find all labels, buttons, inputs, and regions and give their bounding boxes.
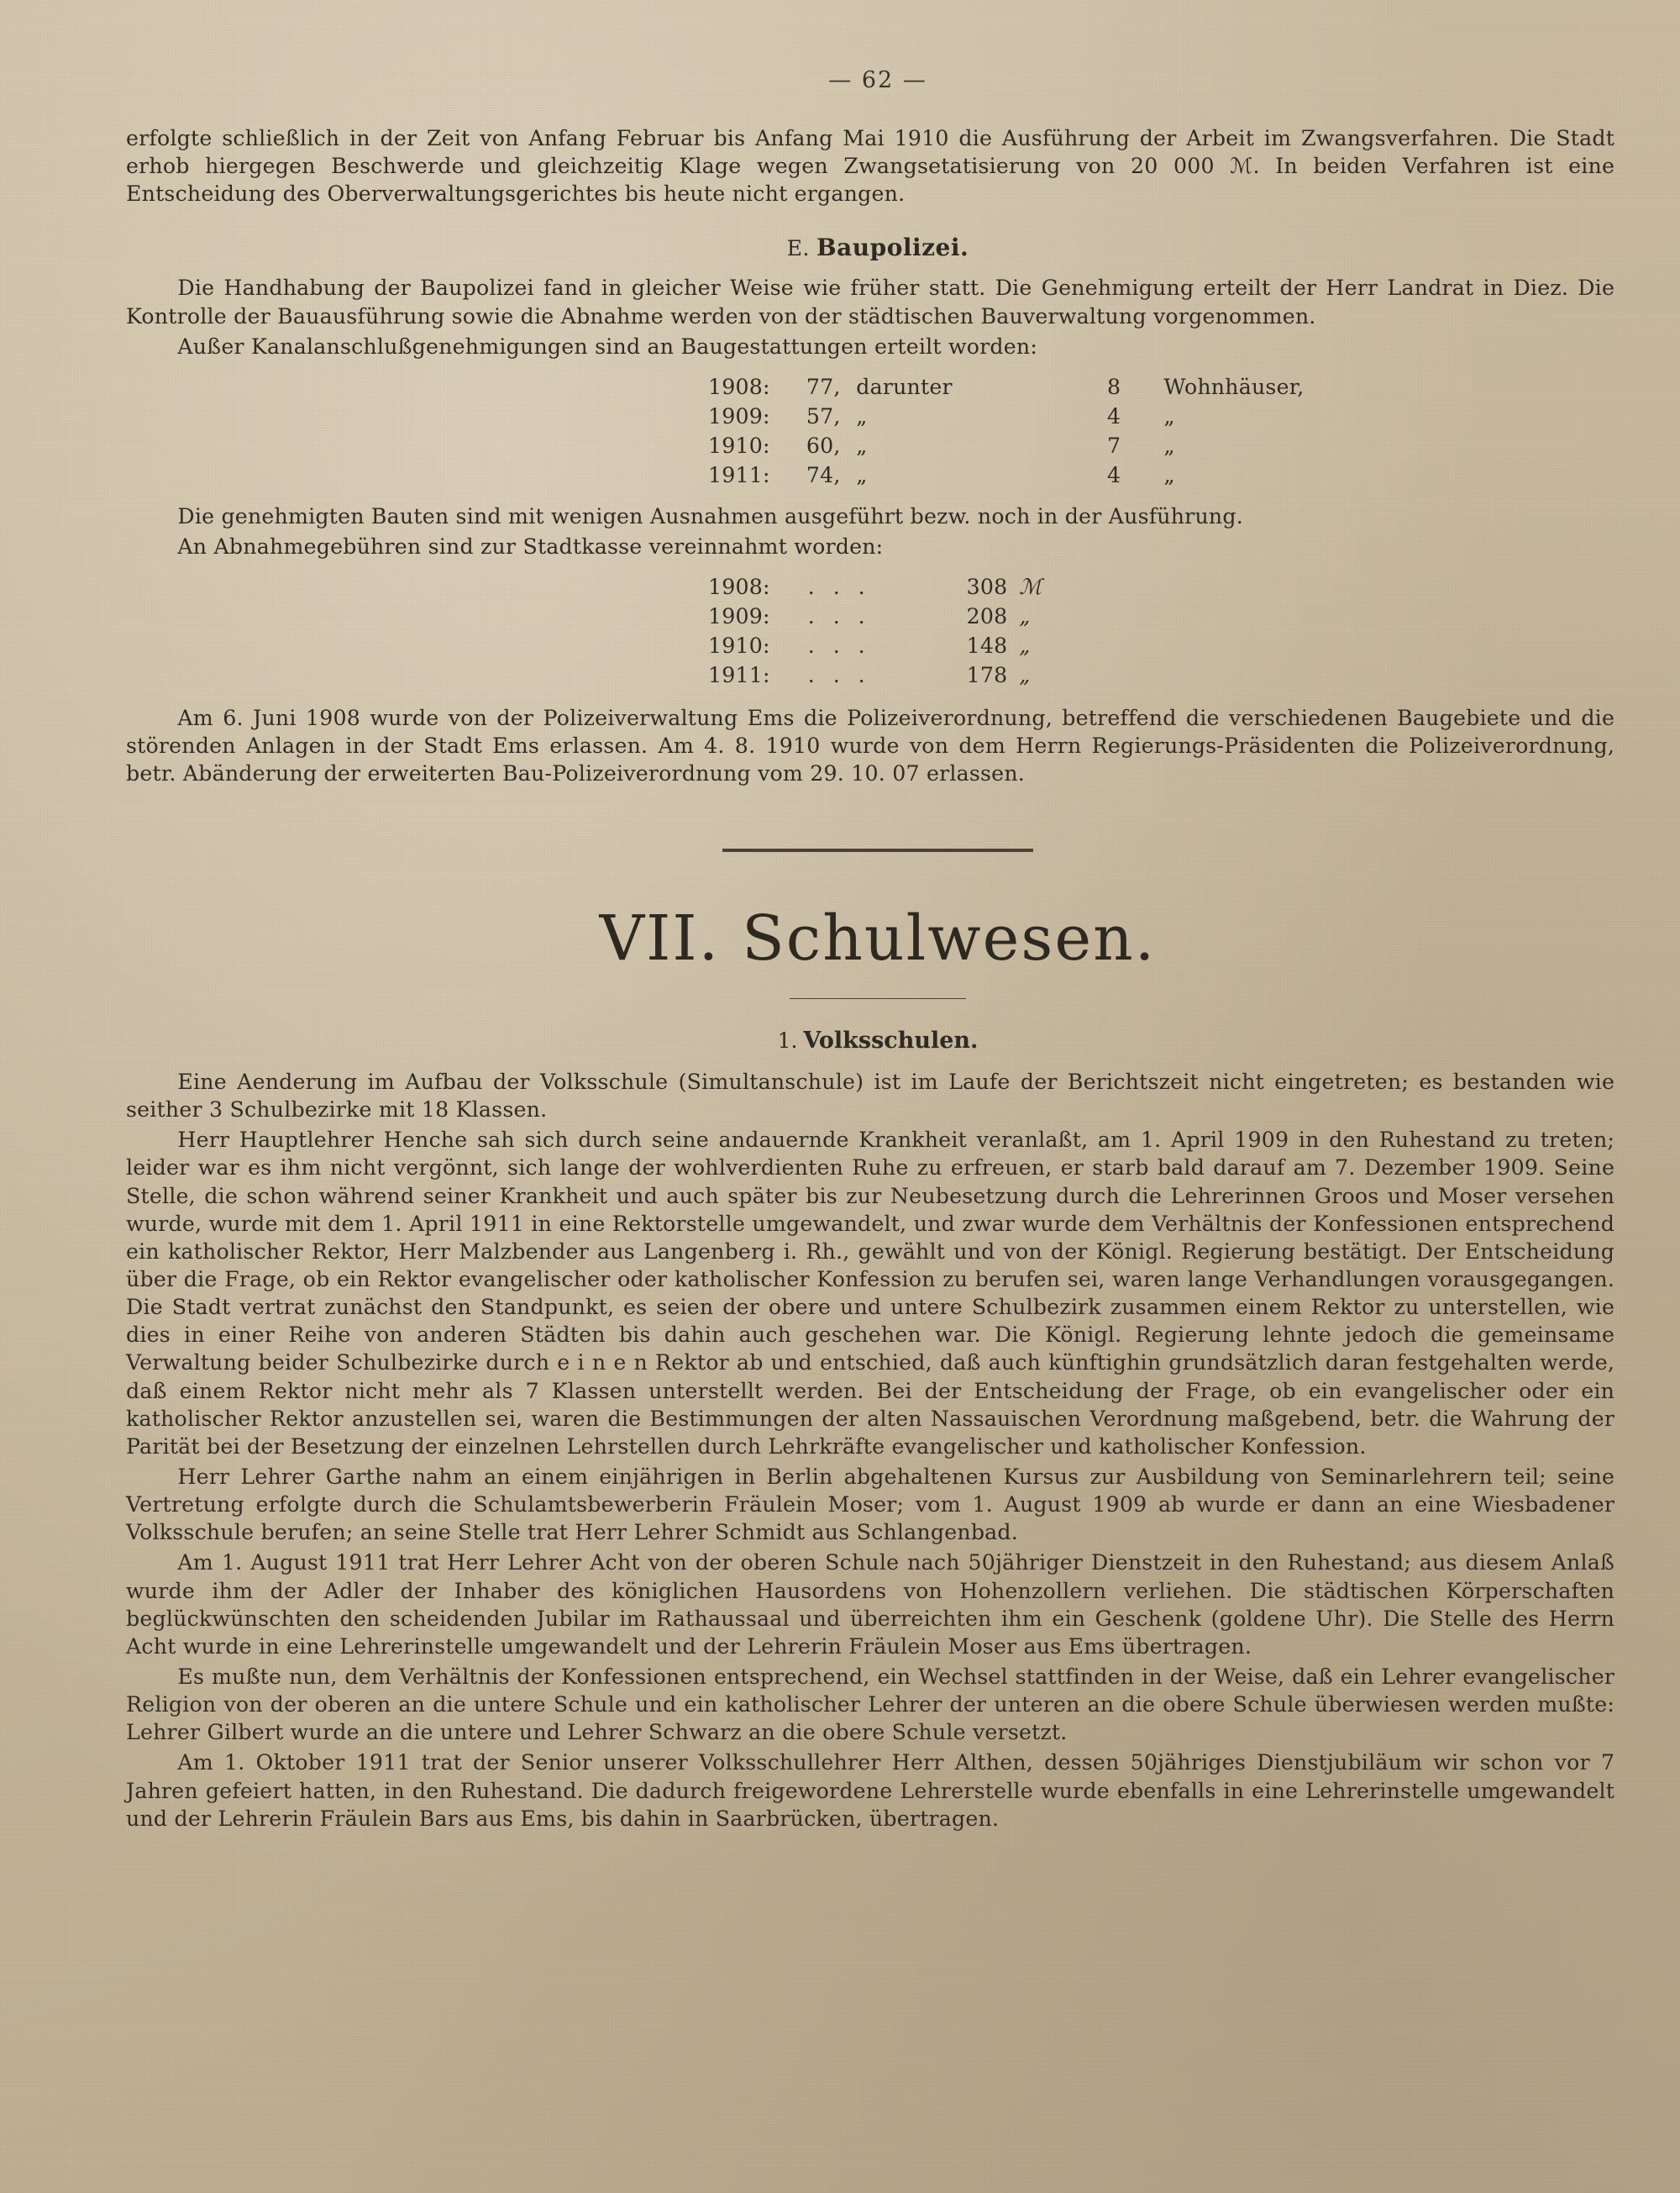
- section-e-paragraph-2: Außer Kanalanschlußgenehmigungen sind an Baugestattungen erteilt worden:: [177, 334, 1038, 360]
- permit-year: 1911:: [708, 463, 770, 489]
- subsection-title: Volksschulen.: [803, 1028, 979, 1054]
- chapter-underline-rule: [790, 998, 966, 999]
- section-e-paragraph-1: Die Handhabung der Baupolizei fand in gleicher Weise wie früher statt. Die Genehmigung erteilt der Herr Landrat in Diez. Die Kontrolle der Bauausführung sowie die Abnahme werden von der städtischen Bauverwaltung vorgenommen.: [126, 276, 1615, 329]
- fee-amount: 308: [966, 574, 1008, 600]
- permit-unit: Wohnhäuser,: [1163, 374, 1305, 400]
- permit-year: 1908:: [708, 374, 770, 400]
- fee-year: 1909:: [708, 604, 770, 630]
- permit-number: 4: [1106, 463, 1121, 489]
- permit-note: darunter: [856, 374, 953, 400]
- page-number: — 62 —: [828, 67, 927, 93]
- list-item: [126, 402, 1614, 432]
- body-paragraph-6: Am 1. Oktober 1911 trat der Senior unserer Volksschullehrer Herr Althen, dessen 50jähriges Dienstjubiläum wir schon vor 7 Jahren gefeiert hatten, in den Ruhestand. Die dadurch freigewordene Lehrerstelle wurde ebenfalls in eine Lehrerinstelle umgewandelt und der Lehrerin Fräulein Bars aus Ems, bis dahin in Saarbrücken, übertragen.: [126, 1750, 1615, 1832]
- permit-year: 1910:: [708, 434, 770, 460]
- chapter-heading: [126, 902, 1630, 975]
- fee-unit: „: [1019, 604, 1031, 630]
- subsection-number: 1.: [777, 1028, 798, 1054]
- page-content: [126, 67, 1630, 1836]
- list-item: [126, 461, 1614, 491]
- fee-dots: . . .: [807, 634, 871, 660]
- chapter-title: Schulwesen.: [742, 902, 1157, 976]
- acceptance-fees-list: [126, 573, 1614, 692]
- section-title: Baupolizei.: [816, 234, 969, 262]
- subsection-heading-volksschulen: [126, 1028, 1630, 1054]
- permit-number: 4: [1106, 404, 1121, 430]
- permit-number: 8: [1106, 374, 1121, 400]
- body-paragraph-1: Eine Aenderung im Aufbau der Volksschule (Simultanschule) ist im Laufe der Berichtszeit nicht eingetreten; es bestanden wie seither 3 Schulbezirke mit 18 Klassen.: [126, 1070, 1615, 1123]
- permit-year: 1909:: [708, 404, 770, 430]
- body-paragraph-3: Herr Lehrer Garthe nahm an einem einjährigen in Berlin abgehaltenen Kursus zur Ausbildung von Seminarlehrern teil; seine Vertretung erfolgte durch die Schulamtsbewerberin Fräulein Moser; vom 1. August 1909 ab wurde er dann an eine Wiesbadener Volksschule berufen; an seine Stelle trat Herr Lehrer Schmidt aus Schlangenbad.: [126, 1465, 1615, 1546]
- fee-unit: „: [1019, 663, 1031, 689]
- permit-unit: „: [1163, 434, 1175, 460]
- fee-dots: . . .: [807, 663, 871, 689]
- fee-year: 1911:: [708, 663, 770, 689]
- list-item: [126, 602, 1614, 632]
- permit-count: 57,: [806, 404, 841, 430]
- fee-unit: „: [1019, 634, 1031, 660]
- fee-amount: 148: [966, 634, 1008, 660]
- list-item: [126, 432, 1614, 461]
- permit-note: „: [856, 404, 868, 430]
- top-paragraph: erfolgte schließlich in der Zeit von Anfang Februar bis Anfang Mai 1910 die Ausführung der Arbeit im Zwangsverfahren. Die Stadt erhob hiergegen Beschwerde und gleichzeitig Klage wegen Zwangsetatisierung von 20 000 ℳ. In beiden Verfahren ist eine Entscheidung des Oberverwaltungsgerichtes bis heute nicht ergangen.: [126, 126, 1615, 208]
- permit-unit: „: [1163, 404, 1175, 430]
- permit-count: 77,: [806, 374, 841, 400]
- fee-amount: 178: [966, 663, 1008, 689]
- body-paragraph-5: Es mußte nun, dem Verhältnis der Konfessionen entsprechend, ein Wechsel stattfinden in der Weise, daß ein Lehrer evangelischer Religion von der oberen an die untere Schule und ein katholischer Lehrer der unteren an die obere Schule überwiesen werden mußte: Lehrer Gilbert wurde an die untere und Lehrer Schwarz an die obere Schule versetzt.: [126, 1664, 1615, 1746]
- section-e-paragraph-5: Am 6. Juni 1908 wurde von der Polizeiverwaltung Ems die Polizeiverordnung, betreffend die verschiedenen Baugebiete und die störenden Anlagen in der Stadt Ems erlassen. Am 4. 8. 1910 wurde von dem Herrn Regierungs-Präsidenten die Polizeiverordnung, betr. Abänderung der erweiterten Bau-Polizeiverordnung vom 29. 10. 07 erlassen.: [126, 705, 1615, 786]
- permit-number: 7: [1106, 434, 1121, 460]
- section-divider-rule: [722, 849, 1033, 852]
- section-e-paragraph-4: An Abnahmegebühren sind zur Stadtkasse vereinnahmt worden:: [177, 534, 884, 560]
- fee-dots: . . .: [807, 604, 871, 630]
- section-e-paragraph-3: Die genehmigten Bauten sind mit wenigen Ausnahmen ausgeführt bezw. noch in der Ausführung.: [177, 503, 1243, 529]
- permit-note: „: [856, 463, 868, 489]
- list-item: [126, 632, 1614, 661]
- permit-unit: „: [1163, 463, 1175, 489]
- fee-amount: 208: [966, 604, 1008, 630]
- section-heading-baupolizei: [126, 234, 1630, 261]
- permit-count: 74,: [806, 463, 841, 489]
- fee-dots: . . .: [807, 574, 871, 600]
- fee-year: 1910:: [708, 634, 770, 660]
- list-item: [126, 373, 1614, 402]
- list-item: [126, 661, 1614, 691]
- section-letter: E.: [786, 236, 810, 261]
- permit-count: 60,: [806, 434, 841, 460]
- building-permits-list: [126, 373, 1614, 492]
- body-paragraph-2: Herr Hauptlehrer Henche sah sich durch seine andauernde Krankheit veranlaßt, am 1. April 1909 in den Ruhestand zu treten; leider war es ihm nicht vergönnt, sich lange der wohlverdienten Ruhe zu erfreuen, er starb bald darauf am 7. Dezember 1909. Seine Stelle, die schon während seiner Krankheit und auch später bis zur Neubesetzung durch die Lehrerinnen Groos und Moser versehen wurde, wurde mit dem 1. April 1911 in eine Rektorstelle umgewandelt, und zwar wurde dem Verhältnis der Konfessionen entsprechend ein katholischer Rektor, Herr Malzbender aus Langenberg i. Rh., gewählt und von der Königl. Regierung bestätigt. Der Entscheidung über die Frage, ob ein Rektor evangelischer oder katholischer Konfession zu berufen sei, waren lange Verhandlungen vorausgegangen. Die Stadt vertrat zunächst den Standpunkt, es seien der obere und untere Schulbezirk zusammen einem Rektor zu unterstellen, wie dies in einer Reihe von anderen Städten bis dahin auch geschehen war. Die Königl. Regierung lehnte jedoch die gemeinsame Verwaltung beider Schulbezirke durch e i n e n Rektor ab und entschied, daß auch künftighin grundsätzlich daran festgehalten werde, daß einem Rektor nicht mehr als 7 Klassen unterstellt werden. Bei der Entscheidung der Frage, ob ein evangelischer oder ein katholischer Rektor anzustellen sei, waren die Bestimmungen der alten Nassauischen Verordnung maßgebend, betr. die Wahrung der Parität bei der Besetzung der einzelnen Lehrstellen durch Lehrkräfte evangelischer und katholischer Konfession.: [126, 1128, 1615, 1459]
- body-paragraph-4: Am 1. August 1911 trat Herr Lehrer Acht von der oberen Schule nach 50jähriger Dienstzeit in den Ruhestand; aus diesem Anlaß wurde ihm der Adler der Inhaber des königlichen Hausordens von Hohenzollern verliehen. Die städtischen Körperschaften beglückwünschten den scheidenden Jubilar im Rathaussaal und überreichten ihm ein Geschenk (goldene Uhr). Die Stelle des Herrn Acht wurde in eine Lehrerinstelle umgewandelt und der Lehrerin Fräulein Moser aus Ems übertragen.: [126, 1550, 1615, 1659]
- list-item: [126, 573, 1614, 602]
- fee-unit: ℳ: [1019, 574, 1042, 600]
- fee-year: 1908:: [708, 574, 770, 600]
- chapter-number: VII.: [599, 902, 721, 976]
- permit-note: „: [856, 434, 868, 460]
